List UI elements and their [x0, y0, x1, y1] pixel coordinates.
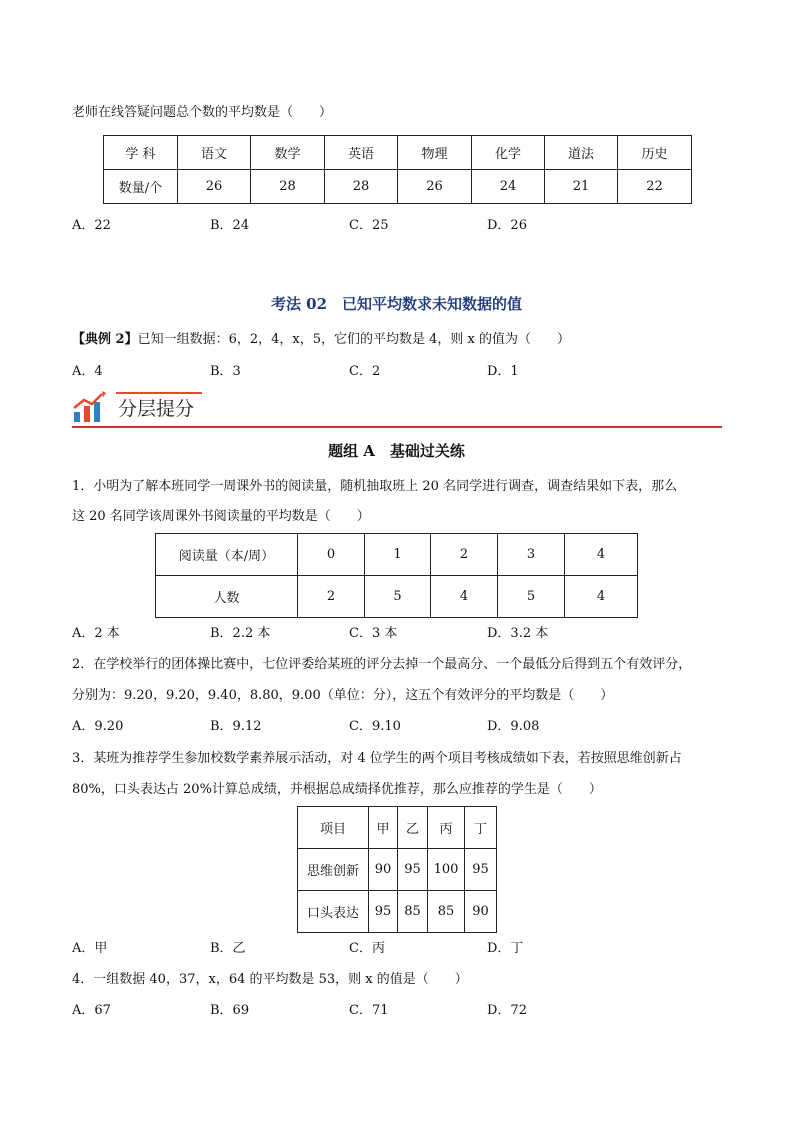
growth-chart-icon: [72, 390, 108, 424]
table-cell: 人数: [156, 576, 298, 618]
table-cell: 4: [431, 576, 498, 618]
group-title: 题组 A 基础过关练: [328, 442, 465, 460]
table-cell: 90: [465, 891, 497, 933]
example-text: 已知一组数据：6，2，4，x，5，它们的平均数是 4，则 x 的值为（ ）: [137, 332, 570, 347]
banner-divider: [72, 426, 722, 428]
example-label: 【典例 2】: [72, 332, 138, 347]
option-a[interactable]: A．4: [72, 364, 103, 379]
table-header-row: [298, 807, 497, 849]
table-header-row: [156, 534, 638, 576]
table-cell: 化学: [472, 136, 545, 170]
table-cell: 乙: [398, 807, 428, 849]
answer-options: [72, 217, 732, 235]
table-cell: 学 科: [104, 136, 178, 170]
option-a[interactable]: A．67: [72, 1003, 111, 1018]
table-cell: 数学: [251, 136, 325, 170]
table-cell: 21: [545, 170, 618, 204]
table-cell: 85: [398, 891, 428, 933]
score-table: [297, 806, 497, 933]
table-cell: 项目: [298, 807, 369, 849]
table-cell: 历史: [618, 136, 692, 170]
answer-options: [72, 363, 732, 381]
table-cell: 数量/个: [104, 170, 178, 204]
table-cell: 口头表达: [298, 891, 369, 933]
option-b[interactable]: B．2.2 本: [210, 626, 271, 641]
table-cell: 丁: [465, 807, 497, 849]
table-header-row: [104, 136, 692, 170]
table-cell: 4: [565, 576, 638, 618]
answer-options: [72, 625, 732, 643]
table-cell: 100: [428, 849, 465, 891]
table-cell: 22: [618, 170, 692, 204]
option-a[interactable]: A．9.20: [72, 719, 124, 734]
option-b[interactable]: B．乙: [210, 941, 246, 956]
table-cell: 2: [431, 534, 498, 576]
table-cell: 95: [369, 891, 398, 933]
table-cell: 1: [365, 534, 431, 576]
answer-options: [72, 1002, 732, 1020]
table-cell: 24: [472, 170, 545, 204]
option-b[interactable]: B．69: [210, 1003, 250, 1018]
table-cell: 85: [428, 891, 465, 933]
option-c[interactable]: C．3 本: [349, 626, 398, 641]
option-c[interactable]: C．丙: [349, 941, 385, 956]
option-b[interactable]: B．3: [210, 364, 241, 379]
table-cell: 0: [298, 534, 365, 576]
table-row: [156, 576, 638, 618]
reading-table: [155, 533, 638, 618]
question-2-line-1: 2．在学校举行的团体操比赛中，七位评委给某班的评分去掉一个最高分、一个最低分后得到五个有效评分，: [72, 657, 692, 672]
table-cell: 28: [325, 170, 398, 204]
option-c[interactable]: C．2: [349, 364, 381, 379]
table-cell: 甲: [369, 807, 398, 849]
option-d[interactable]: D．9.08: [487, 719, 540, 734]
table-cell: 物理: [398, 136, 472, 170]
table-cell: 道法: [545, 136, 618, 170]
table-row: [104, 170, 692, 204]
option-b[interactable]: B．9.12: [210, 719, 262, 734]
table-cell: 思维创新: [298, 849, 369, 891]
answer-options: [72, 718, 732, 736]
table-cell: 95: [398, 849, 428, 891]
option-d[interactable]: D．1: [487, 364, 519, 379]
option-c[interactable]: C．9.10: [349, 719, 401, 734]
option-d[interactable]: D．26: [487, 218, 527, 233]
option-a[interactable]: A．22: [72, 218, 111, 233]
table-row: [298, 849, 497, 891]
banner-accent-line: [116, 392, 202, 394]
option-d[interactable]: D．3.2 本: [487, 626, 549, 641]
question-3-line-1: 3．某班为推荐学生参加校数学素养展示活动，对 4 位学生的两个项目考核成绩如下表，若按照思维创新占: [72, 751, 682, 766]
option-b[interactable]: B．24: [210, 218, 250, 233]
table-cell: 90: [369, 849, 398, 891]
table-cell: 28: [251, 170, 325, 204]
question-2-line-2: 分别为：9.20，9.20，9.40，8.80，9.00（单位：分），这五个有效评分的平均数是（ ）: [72, 688, 614, 703]
table-cell: 2: [298, 576, 365, 618]
table-cell: 4: [565, 534, 638, 576]
option-d[interactable]: D．丁: [487, 941, 524, 956]
table-cell: 丙: [428, 807, 465, 849]
question-1-line-1: 1．小明为了解本班同学一周课外书的阅读量，随机抽取班上 20 名同学进行调查，调查结果如下表，那么: [72, 479, 678, 494]
option-a[interactable]: A．2 本: [72, 626, 120, 641]
question-stem: 老师在线答疑问题总个数的平均数是（ ）: [72, 105, 333, 120]
subject-question-table: [103, 135, 692, 204]
question-4-stem: 4．一组数据 40，37，x，64 的平均数是 53，则 x 的值是（ ）: [72, 972, 468, 987]
answer-options: [72, 940, 732, 958]
table-cell: 3: [498, 534, 565, 576]
table-cell: 语文: [178, 136, 251, 170]
section-title: 考法 02 已知平均数求未知数据的值: [270, 295, 523, 313]
table-cell: 95: [465, 849, 497, 891]
table-cell: 5: [365, 576, 431, 618]
table-cell: 英语: [325, 136, 398, 170]
table-cell: 26: [178, 170, 251, 204]
option-a[interactable]: A．甲: [72, 941, 108, 956]
option-c[interactable]: C．71: [349, 1003, 389, 1018]
table-cell: 阅读量（本/周）: [156, 534, 298, 576]
question-1-line-2: 这 20 名同学该周课外书阅读量的平均数是（ ）: [72, 509, 370, 524]
banner-title: 分层提分: [118, 398, 195, 420]
question-3-line-2: 80%，口头表达占 20%计算总成绩，并根据总成绩择优推荐，那么应推荐的学生是（ ）: [72, 782, 602, 797]
option-c[interactable]: C．25: [349, 218, 389, 233]
example-2: [72, 331, 570, 349]
option-d[interactable]: D．72: [487, 1003, 527, 1018]
table-cell: 26: [398, 170, 472, 204]
table-cell: 5: [498, 576, 565, 618]
table-row: [298, 891, 497, 933]
